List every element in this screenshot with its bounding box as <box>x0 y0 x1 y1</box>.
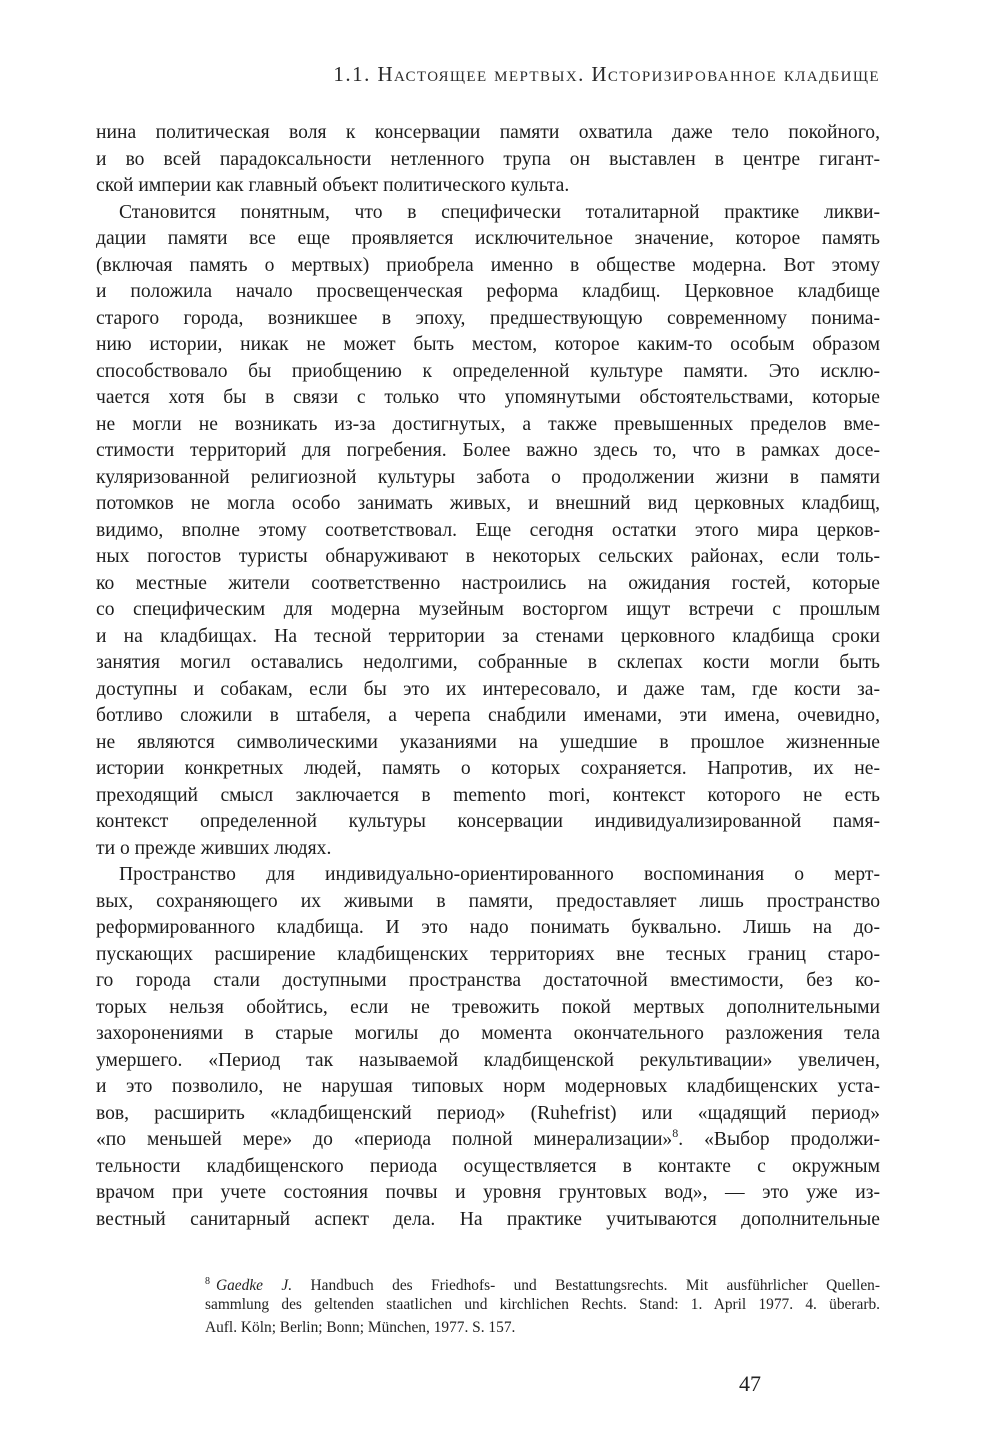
text-line: и на кладбищах. На тесной территории за стенами церковного кладбища сроки <box>96 625 880 647</box>
text-line: нина политическая воля к консервации памяти охватила даже тело покойного, <box>96 122 880 143</box>
footnote <box>205 1270 880 1339</box>
text-line <box>96 1127 880 1154</box>
text-line: захоронениями в старые могилы до момента окончательного разложения тела <box>96 1023 880 1044</box>
text-line: занятия могил оставались недолгими, собранные в склепах кости могли быть <box>96 652 880 673</box>
text-line: доступны и собакам, если бы это их интересовало, и даже там, где кости за- <box>96 678 880 700</box>
footnote-line: sammlung des geltenden staatlichen und kirchlichen Rechts. Stand: 1. April 1977. 4. überarb. <box>205 1296 880 1313</box>
text-line: вых, сохраняющего их живыми в памяти, предоставляет лишь пространство <box>96 890 880 912</box>
footnote-text: Handbuch des Friedhofs- und Bestattungsrechts. Mit ausführlicher Quellen- <box>292 1277 880 1294</box>
text-line: Становится понятным, что в специфически тоталитарной практике ликви- <box>119 201 880 223</box>
text-line: го города стали доступными пространства достаточной вместимости, без ко- <box>96 970 880 991</box>
text-line: тельности кладбищенского периода осуществляется в контакте с окружным <box>96 1155 880 1177</box>
body-text <box>96 120 880 1233</box>
text-line: стимости территорий для погребения. Более важно здесь то, что в рамках досе- <box>96 440 880 461</box>
text-line: пускающих расширение кладбищенских территориях вне тесных границ старо- <box>96 943 880 965</box>
text-segment: «по меньшей мере» до «периода полной минерализации» <box>96 1129 673 1150</box>
text-line: дации памяти все еще проявляется исключительное значение, которое память <box>96 228 880 249</box>
text-line: контекст определенной культуры консервации индивидуализированной памя- <box>96 811 880 832</box>
text-line: старого города, возникшее в эпоху, предшествующую современному понима- <box>96 307 880 329</box>
text-line: врачом при учете состояния почвы и уровня грунтовых вод», — это уже из- <box>96 1182 880 1203</box>
footnote-author: Gaedke J. <box>216 1277 293 1294</box>
text-line: умершего. «Период так называемой кладбищенской рекультивации» увеличен, <box>96 1049 880 1071</box>
text-line: Пространство для индивидуально-ориентированного воспоминания о мерт- <box>119 864 880 885</box>
text-line: ботливо сложили в штабеля, а черепа снабдили именами, эти имена, очевидно, <box>96 705 880 726</box>
text-line: и во всей парадоксальности нетленного трупа он выставлен в центре гигант- <box>96 148 880 170</box>
text-line: способствовало бы приобщению к определенной культуре памяти. Это исклю- <box>96 360 880 382</box>
text-line: ти о прежде живших людях. <box>96 837 332 859</box>
text-line: не могли не возникать из-за достигнутых, а также превышенных пределов вме- <box>96 413 880 435</box>
text-line: потомков не могла особо занимать живых, и внешний вид церковных кладбищ, <box>96 493 880 514</box>
section-title: Настоящее мертвых. Историзированное кладбище <box>377 62 880 86</box>
text-line: истории конкретных людей, память о которых сохраняется. Напротив, их не- <box>96 758 880 779</box>
text-line: реформированного кладбища. И это надо понимать буквально. Лишь на до- <box>96 917 880 938</box>
footnote-line <box>205 1270 880 1293</box>
footnote-reference[interactable]: 8 <box>672 1126 679 1140</box>
footnote-line: Aufl. Köln; Berlin; Bonn; München, 1977. S. 157. <box>205 1319 516 1336</box>
text-line: торых нельзя обойтись, если не тревожить покой мертвых дополнительными <box>96 996 880 1018</box>
text-line: куляризованной религиозной культуры забота о продолжении жизни в памяти <box>96 466 880 488</box>
text-line: ской империи как главный объект политического культа. <box>96 175 570 196</box>
text-line: ных погостов туристы обнаруживают в некоторых сельских районах, если толь- <box>96 546 880 567</box>
text-line: преходящий смысл заключается в memento mori, контекст которого не есть <box>96 784 880 806</box>
section-number: 1.1. <box>333 62 371 86</box>
running-head <box>96 62 880 87</box>
footnote-mark: 8 <box>205 1276 210 1287</box>
text-line: ко местные жители соответственно настроились на ожидания гостей, которые <box>96 572 880 594</box>
text-line: со специфическим для модерна музейным восторгом ищут встречи с прошлым <box>96 599 880 620</box>
text-segment: . «Выбор продолжи- <box>678 1129 881 1150</box>
text-line: не являются символическими указаниями на ушедшие в прошлое жизненные <box>96 731 880 753</box>
page-number: 47 <box>739 1371 761 1396</box>
text-line: вов, расширить «кладбищенский период» (Ruhefrist) или «щадящий период» <box>96 1102 880 1124</box>
text-line: и положила начало просвещенческая реформа кладбищ. Церковное кладбище <box>96 281 880 302</box>
text-line: чается хотя бы в связи с только что упомянутыми обстоятельствами, которые <box>96 387 880 408</box>
text-line: видимо, вполне этому соответствовал. Еще сегодня остатки этого мира церков- <box>96 519 880 541</box>
text-line: (включая память о мертвых) приобрела именно в обществе модерна. Вот этому <box>96 254 880 276</box>
text-line: нию истории, никак не может быть местом, которое каким-то особым образом <box>96 334 880 355</box>
text-line: и это позволило, не нарушая типовых норм модерновых кладбищенских уста- <box>96 1076 880 1097</box>
text-line: вестный санитарный аспект дела. На практике учитываются дополнительные <box>96 1208 880 1230</box>
